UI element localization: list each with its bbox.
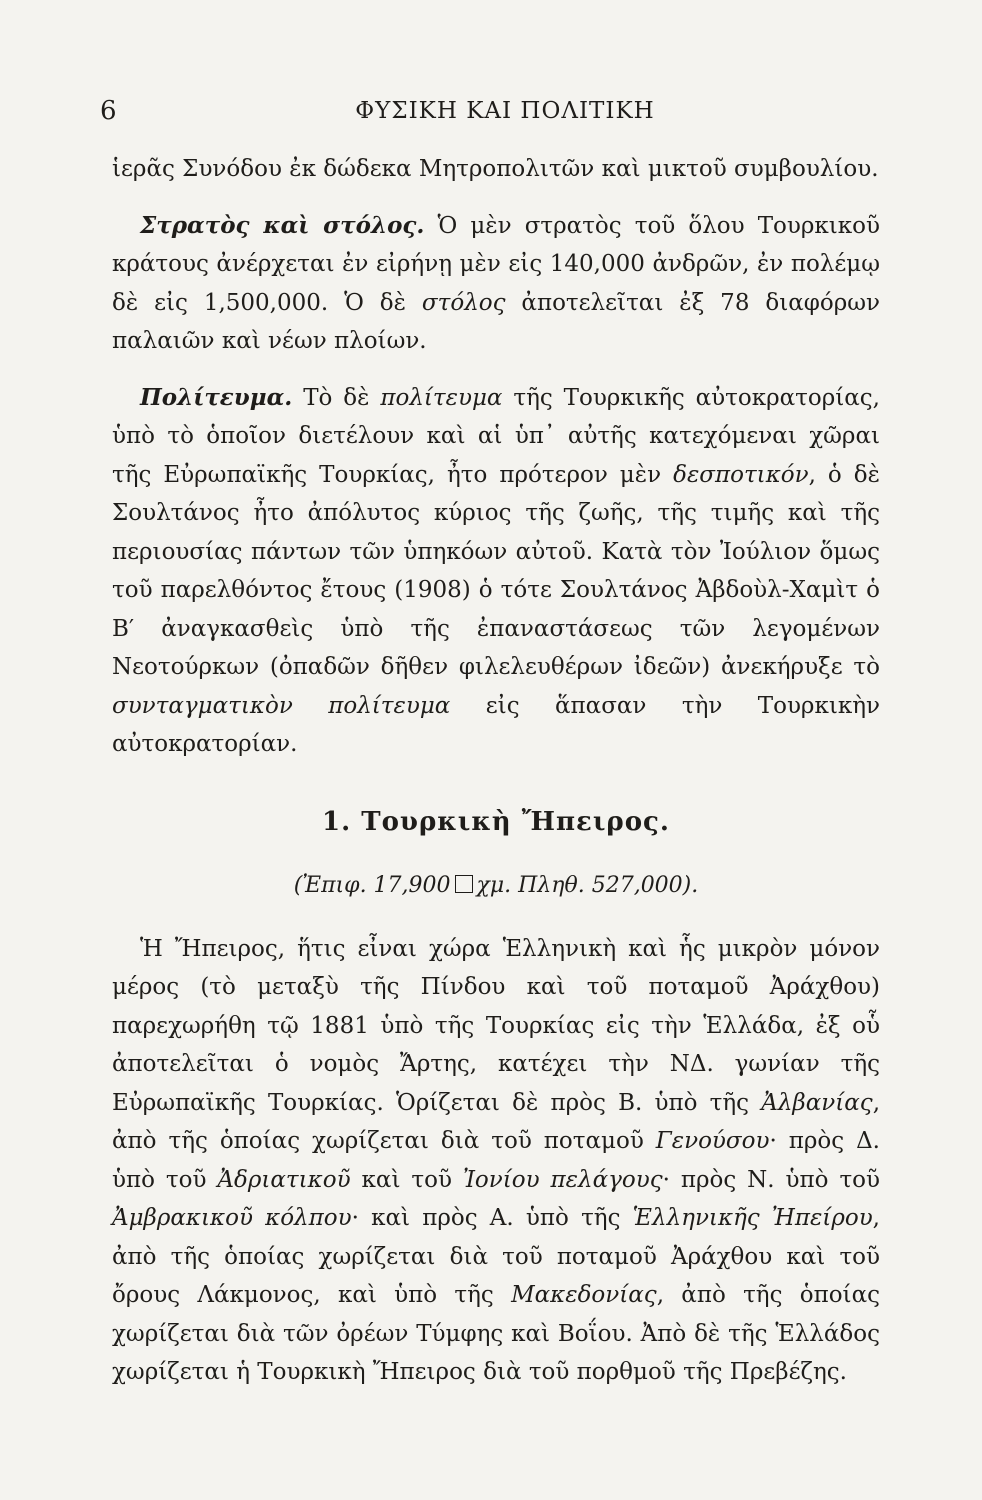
paragraph-text: Ὁ μὲν στρατὸς τοῦ ὅλου Τουρκικοῦ κράτους ἀνέρχεται ἐν εἰρήνῃ μὲν εἰς 140,000 ἀνδρῶν, ἐν πολέμῳ δὲ εἰς 1,500,000. Ὁ δὲ [112,212,880,316]
paragraph-text: · πρὸς Ν. ὑπὸ τοῦ [662,1166,880,1193]
italic-term: στόλος [421,289,506,316]
paragraph-text: ἱερᾶς Συνόδου ἐκ δώδεκα Μητροπολιτῶν καὶ μικτοῦ συμβουλίου. [112,156,879,182]
body-text [112,150,880,1392]
running-title: ΦΥΣΙΚΗ ΚΑΙ ΠΟΛΙΤΙΚΗ [355,98,655,124]
paragraph-text: , ἀπὸ τῆς ὁποίας χωρίζεται διὰ τοῦ ποταμοῦ [112,1089,880,1154]
paragraph-text: , ἀπὸ τῆς ὁποίας χωρίζεται διὰ τῶν ὀρέων Τύμφης καὶ Βοΐου. Ἀπὸ δὲ τῆς Ἑλλάδος χωρίζεται ἡ Τουρκικὴ Ἤπειρος διὰ τοῦ πορθμοῦ τῆς Πρεβέζης. [112,1282,880,1385]
italic-term: Ἀδριατικοῦ [217,1166,351,1193]
paragraph-heading: Στρατὸς καὶ στόλος. [140,211,425,239]
paragraph-text: · πρὸς Δ. ὑπὸ τοῦ [112,1128,880,1193]
page-header [100,94,910,134]
paragraph-text: εἰς ἅπασαν τὴν Τουρκικὴν αὐτοκρατορίαν. [112,692,880,757]
paragraph-heading: Πολίτευμα. [140,383,293,411]
paragraph-text: Τὸ δὲ [292,384,381,411]
italic-term: Ἀλβανίας [761,1089,873,1116]
section-heading: 1. Τουρκικὴ Ἤπειρος. [322,806,670,837]
italic-term: Μακεδονίας [511,1282,657,1308]
paragraph-army-fleet [112,207,880,361]
paragraph-text: Ἡ Ἤπειρος, ἥτις εἶναι χώρα Ἑλληνικὴ καὶ ἧς μικρὸν μόνον μέρος (τὸ μεταξὺ τῆς Πίνδου καὶ τοῦ ποταμοῦ Ἀράχθου) παρεχωρήθη τῷ 1881 ὑπὸ τῆς Τουρκίας εἰς τὴν Ἑλλάδα, ἐξ οὗ ἀποτελεῖται ὁ νομὸς Ἄρτης, κατέχει τὴν ΝΔ. γωνίαν τῆς Εὐρωπαϊκῆς Τουρκίας. Ὁρίζεται δὲ πρὸς Β. ὑπὸ τῆς [112,935,880,1116]
italic-term: Ἑλληνικῆς Ἠπείρου [632,1205,873,1231]
italic-term: πολίτευμα [380,384,503,411]
italic-term: Γενούσου [655,1128,770,1154]
paragraph-text: , ὁ δὲ Σουλτάνος ἦτο ἀπόλυτος κύριος τῆς ζωῆς, τῆς τιμῆς καὶ τῆς περιουσίας πάντων τῶν ὑπηκόων αὐτοῦ. Κατὰ τὸν Ἰούλιον ὅμως τοῦ παρελθόντος ἔτους (1908) ὁ τότε Σουλτάνος Ἀβδοὺλ-Χαμὶτ ὁ Β′ ἀναγκασθεὶς ὑπὸ τῆς ἐπαναστάσεως τῶν λεγομένων Νεοτούρκων (ὀπαδῶν δῆθεν φιλελευθέρων ἰδεῶν) ἀνεκήρυξε τὸ [112,461,880,680]
paragraph-polity [112,379,880,764]
paragraph-text: · καὶ πρὸς Α. ὑπὸ τῆς [351,1205,633,1231]
paragraph-text: , ἀπὸ τῆς ὁποίας χωρίζεται διὰ τοῦ ποταμοῦ Ἀράχθου καὶ τοῦ ὄρους Λάκμονος, καὶ ὑπὸ τῆς [112,1205,880,1308]
italic-term: Ἰονίου πελάγους [462,1166,663,1193]
italic-term: Ἀμβρακικοῦ κόλπου [112,1205,352,1231]
paragraph-text: τῆς Τουρκικῆς αὐτοκρατορίας, ὑπὸ τὸ ὁποῖον διετέλουν καὶ αἱ ὑπ᾽ αὐτῆς κατεχόμεναι χῶραι τῆς Εὐρωπαϊκῆς Τουρκίας, ἦτο πρότερον μὲν [112,384,880,488]
stats-population: χμ. Πληθ. 527,000). [476,872,699,898]
page-number: 6 [100,96,117,126]
paragraph-synod [112,150,880,189]
stats-area: (Ἐπιφ. 17,900 [293,872,451,898]
italic-term: δεσποτικόν [673,461,809,488]
italic-term: συνταγματικὸν πολίτευμα [112,692,451,719]
paragraph-text: ἀποτελεῖται ἐξ 78 διαφόρων παλαιῶν καὶ νέων πλοίων. [112,289,880,354]
section-stats [112,868,880,904]
square-icon [455,875,473,893]
paragraph-text: καὶ τοῦ [350,1166,463,1193]
paragraph-epirus [112,930,880,1392]
